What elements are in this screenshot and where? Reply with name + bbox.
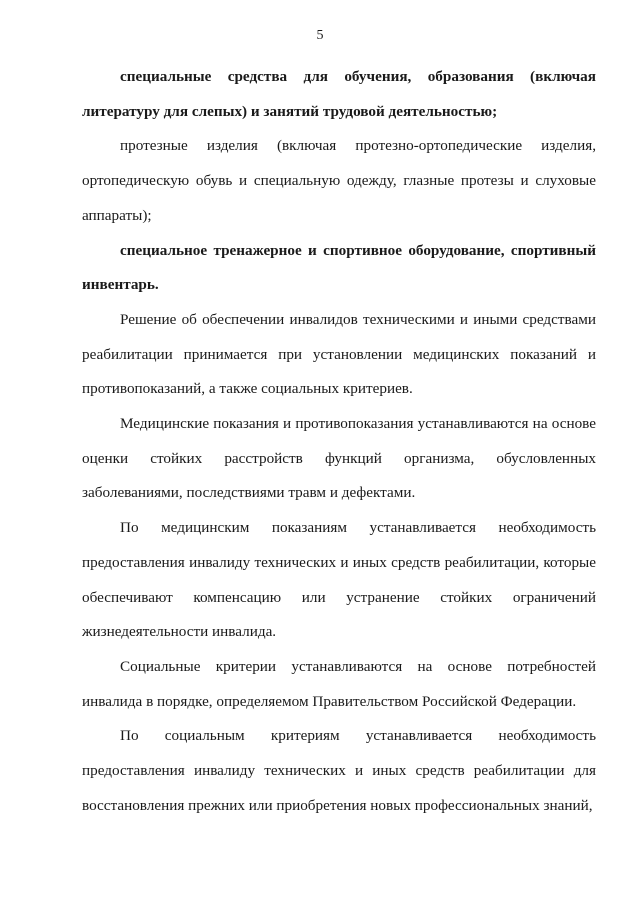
paragraph-6: По медицинским показаниям устанавливается необходимость предоставления инвалиду технических и иных средств реабилитации, которые обеспечивают компенсацию или устранение стойких ограничений жизнедеятельности инвалида. xyxy=(82,519,596,641)
paragraph-4: Решение об обеспечении инвалидов техническими и иными средствами реабилитации принимается при установлении медицинских показаний и противопоказаний, а также социальных критериев. xyxy=(82,310,596,398)
page-number: 5 xyxy=(316,28,324,43)
paragraph-7: Социальные критерии устанавливаются на основе потребностей инвалида в порядке, определяемом Правительством Российской Федерации. xyxy=(82,657,596,710)
document-body xyxy=(82,60,596,823)
paragraph-8: По социальным критериям устанавливается необходимость предоставления инвалиду технических и иных средств реабилитации для восстановления прежних или приобретения новых профессиональных знаний, xyxy=(82,727,596,814)
paragraph-3: специальное тренажерное и спортивное оборудование, спортивный инвентарь. xyxy=(82,241,596,294)
paragraph-1: специальные средства для обучения, образования (включая литературу для слепых) и занятий трудовой деятельностью; xyxy=(82,68,596,120)
paragraph-2: протезные изделия (включая протезно-ортопедические изделия, ортопедическую обувь и специальную одежду, глазные протезы и слуховые аппараты); xyxy=(82,137,596,224)
paragraph-5: Медицинские показания и противопоказания устанавливаются на основе оценки стойких расстройств функций организма, обусловленных заболеваниями, последствиями травм и дефектами. xyxy=(82,415,596,502)
